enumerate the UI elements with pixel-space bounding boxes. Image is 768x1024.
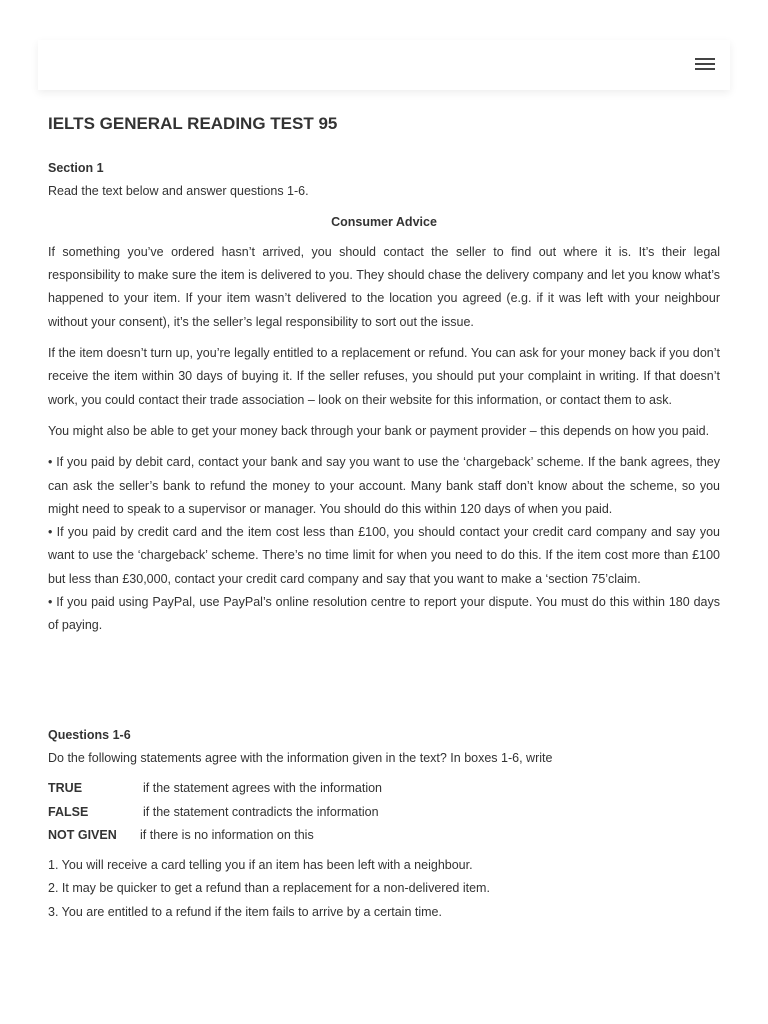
answer-key-definitions: [48, 777, 720, 847]
hamburger-menu-icon[interactable]: [695, 57, 715, 71]
questions-heading: Questions 1-6: [48, 727, 131, 742]
question-item: 3. You are entitled to a refund if the item fails to arrive by a certain time.: [48, 904, 442, 919]
passage-title: Consumer Advice: [331, 214, 437, 229]
definition-row: [48, 777, 720, 800]
article-content: [48, 112, 720, 924]
definition-text: if the statement agrees with the information: [143, 781, 383, 796]
payment-bullet-list: [48, 451, 720, 637]
definition-text: if there is no information on this: [140, 827, 314, 842]
question-item: 1. You will receive a card telling you if an item has been left with a neighbour.: [48, 858, 473, 873]
section-instruction: Read the text below and answer questions 1-6.: [48, 184, 309, 199]
page-title: IELTS GENERAL READING TEST 95: [48, 114, 338, 133]
questions-instruction: Do the following statements agree with the information given in the text? In boxes 1-6, write: [48, 750, 553, 765]
bullet-item: • If you paid by credit card and the item cost less than £100, you should contact your credit card company and say you want to use the ‘chargeback’ scheme. There’s no time limit for when you need to do this. If the item cost more than £100 but less than £30,000, contact your credit card company and say that you want to make a ‘section 75’claim.: [48, 525, 720, 586]
top-nav-bar: [38, 40, 730, 90]
definition-row: [48, 824, 720, 847]
definition-key: TRUE: [48, 781, 83, 796]
section-heading: Section 1: [48, 161, 104, 175]
question-item: 2. It may be quicker to get a refund than a replacement for a non-delivered item.: [48, 881, 490, 896]
passage-paragraph: If the item doesn’t turn up, you’re legally entitled to a replacement or refund. You can ask for your money back if you don’t receive the item within 30 days of buying it. If the seller refuses, you should put your complaint in writing. If that doesn’t work, you could contact their trade association – look on their website for this information, or contact them to ask.: [48, 346, 720, 407]
passage-paragraph: If something you’ve ordered hasn’t arrived, you should contact the seller to find out where it is. It’s their legal responsibility to make sure the item is delivered to you. They should chase the delivery company and let you know what’s happened to your item. If your item wasn’t delivered to the location you agreed (e.g. if it was left with your neighbour without your consent), it’s the seller’s legal responsibility to sort out the issue.: [48, 244, 720, 329]
menu-line: [695, 63, 715, 65]
bullet-item: • If you paid using PayPal, use PayPal’s online resolution centre to report your dispute. You must do this within 180 days of paying.: [48, 595, 720, 633]
menu-line: [695, 58, 715, 60]
menu-line: [695, 68, 715, 70]
passage-paragraph: You might also be able to get your money back through your bank or payment provider – this depends on how you paid.: [48, 423, 710, 438]
definition-key: NOT GIVEN: [48, 827, 117, 842]
definition-text: if the statement contradicts the information: [143, 804, 379, 819]
definition-key: FALSE: [48, 804, 89, 819]
spacer: [48, 638, 720, 724]
bullet-item: • If you paid by debit card, contact your bank and say you want to use the ‘chargeback’ scheme. If the bank agrees, they can ask the seller’s bank to refund the money to your account. Many bank staff don’t know about the scheme, so you might need to speak to a supervisor or manager. You should do this within 120 days of when you paid.: [48, 455, 720, 516]
definition-row: [48, 801, 720, 824]
